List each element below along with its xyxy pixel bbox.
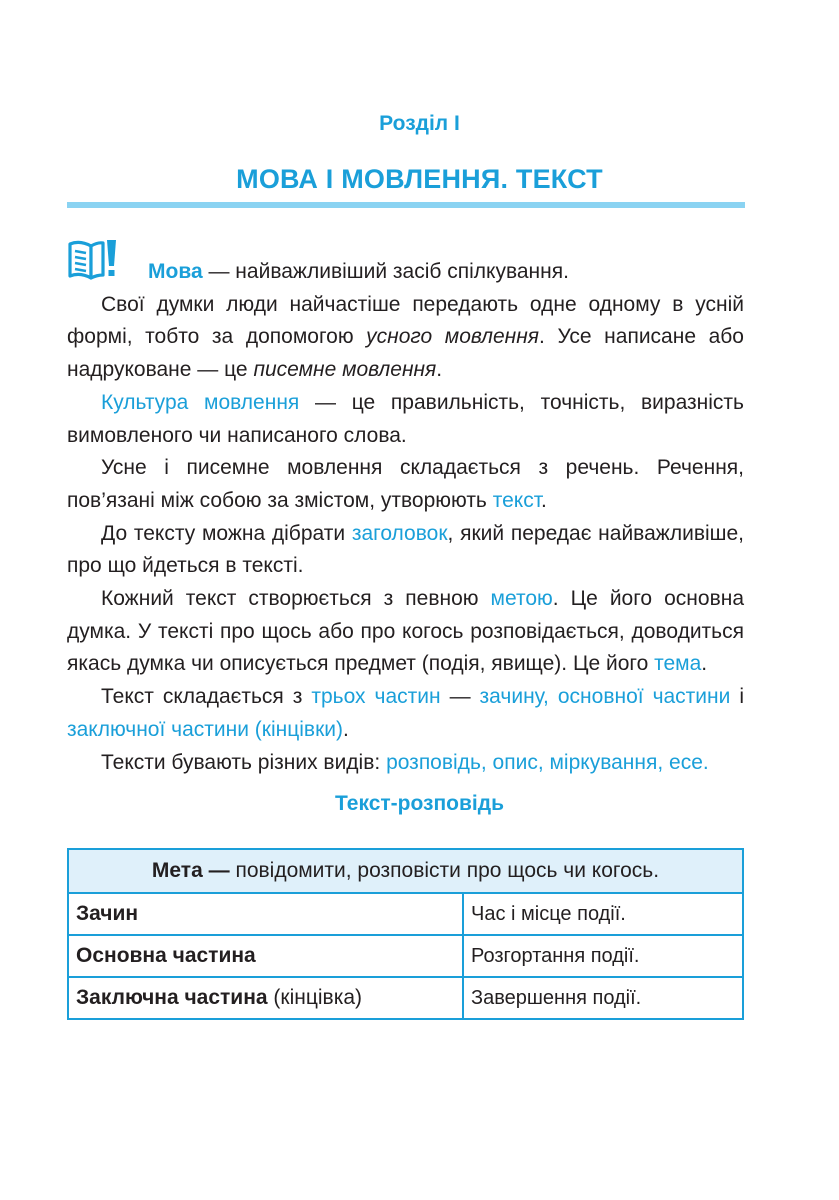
table-row <box>68 893 743 935</box>
section-subheading: Текст-розповідь <box>335 792 504 815</box>
table-row <box>68 935 743 977</box>
term-three-parts: трьох частин <box>311 685 441 709</box>
term-text-types: розповідь, опис, міркування, есе. <box>386 750 709 774</box>
term-written-speech: писемне мовлення <box>253 358 437 382</box>
term-beginning-main: зачину, основної частини <box>479 685 731 709</box>
paragraph-5: До тексту можна дібрати заголовок, який передає найважливіше, про що йдеться в тексті. <box>67 521 744 578</box>
table-cell-desc: Завершення події. <box>463 977 743 1019</box>
paragraph-1: Мова — найважливіший засіб спілкування. <box>148 260 569 283</box>
paragraph-4: Усне і писемне мовлення складається з речень. Речення, пов’язані між собою за змістом, утворюють текст. <box>67 456 744 512</box>
table-row <box>68 977 743 1019</box>
term-text: текст <box>492 488 541 512</box>
table-cell-desc: Час і місце події. <box>463 893 743 935</box>
paragraph-7: Текст складається з трьох частин — зачину, основної частини і заключної частини (кінцівки). <box>67 685 745 741</box>
term-heading: заголовок <box>351 521 448 545</box>
table-header-cell: Мета — повідомити, розповісти про щось чи когось. <box>68 849 743 893</box>
narrative-structure-table <box>67 848 744 1020</box>
term-topic: тема <box>654 652 702 676</box>
chapter-title: МОВА І МОВЛЕННЯ. ТЕКСТ <box>236 164 603 194</box>
paragraph-6: Кожний текст створюється з певною метою. Це його основна думка. У тексті про щось або про когось розповідається, доводиться якась думка чи описується предмет (подія, явище). Це його тема. <box>67 587 745 676</box>
paragraph-2: Свої думки люди найчастіше передають одне одному в усній формі, тобто за допомогою усного мовлення. Усе написане або надруковане — це писемне мовлення. <box>67 292 744 382</box>
table-cell-part: Основна частина <box>68 935 463 977</box>
paragraph-3: Культура мовлення — це правильність, точність, виразність вимовленого чи написаного слова. <box>67 390 744 447</box>
term-speech-culture: Культура мовлення <box>101 390 300 414</box>
term-oral-speech: усного мовлення <box>366 325 540 349</box>
title-divider <box>67 202 745 208</box>
table-cell-part: Заключна частина (кінцівка) <box>68 977 463 1019</box>
paragraph-8: Тексти бувають різних видів: розповідь, опис, міркування, есе. <box>101 750 709 774</box>
main-text <box>67 256 744 779</box>
table-header-row <box>68 849 743 893</box>
table-cell-desc: Розгортання події. <box>463 935 743 977</box>
table-cell-part: Зачин <box>68 893 463 935</box>
term-ending: заключної частини (кінцівки) <box>67 717 343 741</box>
term-purpose: метою <box>490 587 553 611</box>
chapter-label: Розділ І <box>379 112 460 135</box>
term-mova: Мова <box>148 260 203 283</box>
